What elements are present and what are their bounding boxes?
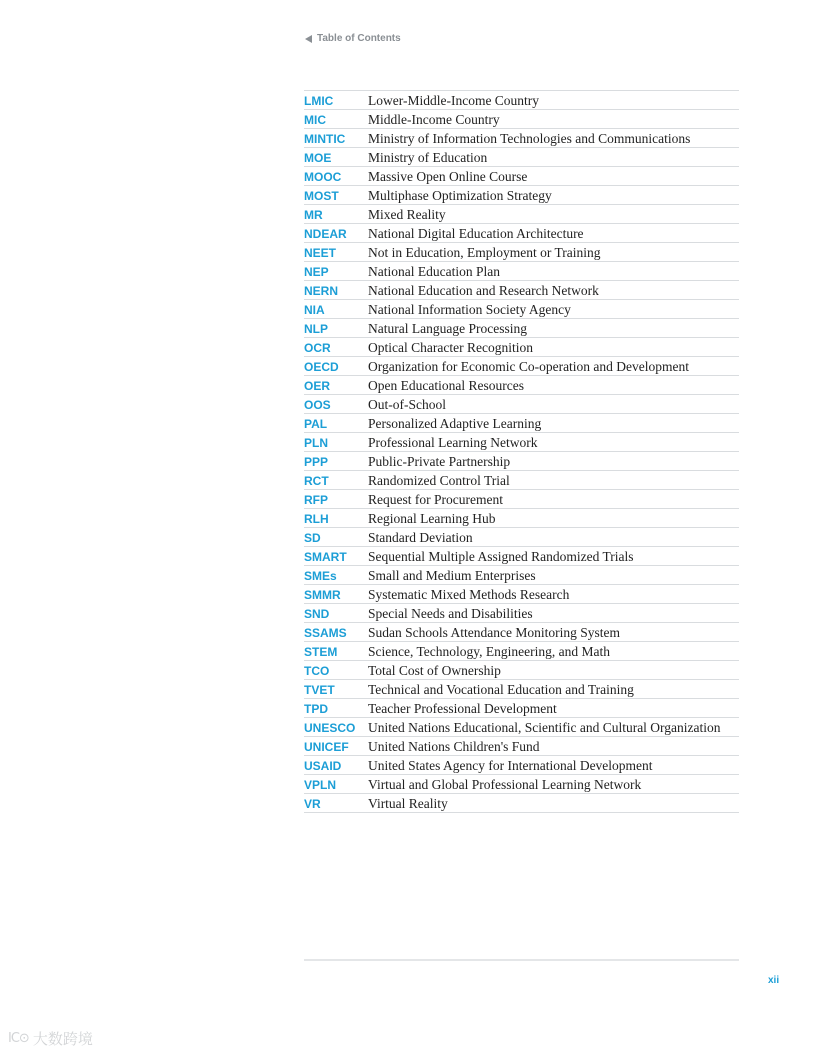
acronym-row — [304, 224, 739, 243]
acronym-definition: Personalized Adaptive Learning — [368, 416, 542, 431]
acronym-abbreviation: RCT — [304, 474, 329, 488]
acronym-abbreviation: SD — [304, 531, 321, 545]
acronym-abbreviation: UNESCO — [304, 721, 356, 735]
acronym-row — [304, 262, 739, 281]
acronym-abbreviation: RLH — [304, 512, 329, 526]
acronym-definition: Request for Procurement — [368, 492, 503, 507]
acronym-abbreviation: TPD — [304, 702, 328, 716]
acronym-definition: Regional Learning Hub — [368, 511, 496, 526]
acronym-definition: Natural Language Processing — [368, 321, 527, 336]
acronym-abbreviation: LMIC — [304, 94, 334, 108]
acronym-abbreviation: MINTIC — [304, 132, 346, 146]
acronym-abbreviation: NDEAR — [304, 227, 347, 241]
acronym-abbreviation: NEET — [304, 246, 337, 260]
acronym-row — [304, 433, 739, 452]
acronym-abbreviation: SMMR — [304, 588, 341, 602]
acronym-list — [304, 90, 739, 813]
page-number: xii — [768, 975, 780, 986]
acronym-definition: Ministry of Education — [368, 150, 488, 165]
acronym-abbreviation: USAID — [304, 759, 342, 773]
acronym-row — [304, 205, 739, 224]
acronym-row — [304, 756, 739, 775]
acronym-definition: Sequential Multiple Assigned Randomized Trials — [368, 549, 634, 564]
acronym-definition: National Digital Education Architecture — [368, 226, 584, 241]
acronym-abbreviation: NERN — [304, 284, 339, 298]
acronym-row — [304, 167, 739, 186]
acronym-row — [304, 604, 739, 623]
acronym-abbreviation: NEP — [304, 265, 329, 279]
acronym-abbreviation: MOOC — [304, 170, 342, 184]
acronym-row — [304, 623, 739, 642]
acronym-row — [304, 414, 739, 433]
table-of-contents-link[interactable] — [305, 33, 401, 44]
acronym-definition: United States Agency for International Development — [368, 758, 653, 773]
acronym-definition: Middle-Income Country — [368, 112, 500, 127]
acronym-row — [304, 509, 739, 528]
toc-link-label: Table of Contents — [317, 33, 401, 44]
acronym-abbreviation: SND — [304, 607, 330, 621]
acronym-definition: Total Cost of Ownership — [368, 663, 501, 678]
acronym-row — [304, 585, 739, 604]
acronym-row — [304, 699, 739, 718]
acronym-definition: Randomized Control Trial — [368, 473, 510, 488]
acronym-abbreviation: OOS — [304, 398, 331, 412]
acronym-definition: Open Educational Resources — [368, 378, 524, 393]
acronym-row — [304, 376, 739, 395]
acronym-row — [304, 642, 739, 661]
acronym-row — [304, 452, 739, 471]
acronym-abbreviation: UNICEF — [304, 740, 349, 754]
acronym-definition: Professional Learning Network — [368, 435, 538, 450]
acronym-row — [304, 91, 739, 110]
acronym-definition: Multiphase Optimization Strategy — [368, 188, 552, 203]
acronym-row — [304, 661, 739, 680]
acronym-row — [304, 148, 739, 167]
acronym-abbreviation: PPP — [304, 455, 329, 469]
acronym-definition: Public-Private Partnership — [368, 454, 511, 469]
acronym-abbreviation: MR — [304, 208, 323, 222]
acronym-row — [304, 528, 739, 547]
acronym-abbreviation: MIC — [304, 113, 326, 127]
footer-divider — [304, 959, 739, 961]
acronym-abbreviation: TVET — [304, 683, 335, 697]
acronym-definition: Lower-Middle-Income Country — [368, 93, 540, 108]
acronym-definition: Science, Technology, Engineering, and Math — [368, 644, 610, 659]
acronym-definition: Standard Deviation — [368, 530, 473, 545]
acronym-abbreviation: NLP — [304, 322, 328, 336]
acronym-abbreviation: NIA — [304, 303, 325, 317]
acronym-definition: Ministry of Information Technologies and Communications — [368, 131, 691, 146]
acronym-abbreviation: PAL — [304, 417, 328, 431]
acronym-definition: Teacher Professional Development — [368, 701, 557, 716]
acronym-abbreviation: SMEs — [304, 569, 337, 583]
acronym-row — [304, 737, 739, 756]
watermark-logo-icon: IC⊙ — [8, 1031, 29, 1046]
acronym-abbreviation: MOE — [304, 151, 332, 165]
acronym-abbreviation: SSAMS — [304, 626, 347, 640]
acronym-abbreviation: STEM — [304, 645, 338, 659]
acronym-row — [304, 243, 739, 262]
acronym-row — [304, 129, 739, 148]
acronym-row — [304, 357, 739, 376]
acronym-definition: Virtual Reality — [368, 796, 448, 811]
acronym-definition: Out-of-School — [368, 397, 446, 412]
acronym-row — [304, 186, 739, 205]
acronym-definition: Special Needs and Disabilities — [368, 606, 533, 621]
acronym-definition: Organization for Economic Co-operation and Development — [368, 359, 690, 374]
acronym-row — [304, 319, 739, 338]
acronym-abbreviation: MOST — [304, 189, 339, 203]
acronym-row — [304, 300, 739, 319]
acronym-definition: Virtual and Global Professional Learning Network — [368, 777, 642, 792]
watermark-text: 大数跨境 — [32, 1030, 93, 1048]
acronym-row — [304, 680, 739, 699]
acronym-definition: Sudan Schools Attendance Monitoring System — [368, 625, 620, 640]
acronym-row — [304, 718, 739, 737]
acronym-row — [304, 110, 739, 129]
acronym-definition: United Nations Children's Fund — [368, 739, 540, 754]
acronym-abbreviation: OCR — [304, 341, 331, 355]
acronym-abbreviation: VPLN — [304, 778, 337, 792]
acronym-row — [304, 775, 739, 794]
acronym-abbreviation: TCO — [304, 664, 330, 678]
acronym-definition: Not in Education, Employment or Training — [368, 245, 601, 260]
acronym-definition: Small and Medium Enterprises — [368, 568, 536, 583]
acronym-row — [304, 566, 739, 585]
acronym-row — [304, 794, 739, 813]
acronym-definition: Technical and Vocational Education and Training — [368, 682, 634, 697]
acronym-row — [304, 338, 739, 357]
acronym-definition: National Information Society Agency — [368, 302, 571, 317]
acronym-row — [304, 547, 739, 566]
acronym-definition: Mixed Reality — [368, 207, 446, 222]
acronym-definition: Systematic Mixed Methods Research — [368, 587, 570, 602]
acronym-row — [304, 471, 739, 490]
acronym-definition: United Nations Educational, Scientific and Cultural Organization — [368, 720, 721, 735]
acronym-abbreviation: OER — [304, 379, 331, 393]
acronym-abbreviation: VR — [304, 797, 321, 811]
acronym-row — [304, 395, 739, 414]
acronym-definition: Optical Character Recognition — [368, 340, 533, 355]
watermark — [8, 1028, 93, 1049]
acronym-row — [304, 490, 739, 509]
back-arrow-icon — [305, 35, 312, 43]
acronym-abbreviation: RFP — [304, 493, 328, 507]
acronym-abbreviation: OECD — [304, 360, 339, 374]
acronym-abbreviation: SMART — [304, 550, 347, 564]
acronym-definition: National Education Plan — [368, 264, 500, 279]
acronym-definition: Massive Open Online Course — [368, 169, 528, 184]
acronym-abbreviation: PLN — [304, 436, 328, 450]
acronym-definition: National Education and Research Network — [368, 283, 599, 298]
acronym-row — [304, 281, 739, 300]
